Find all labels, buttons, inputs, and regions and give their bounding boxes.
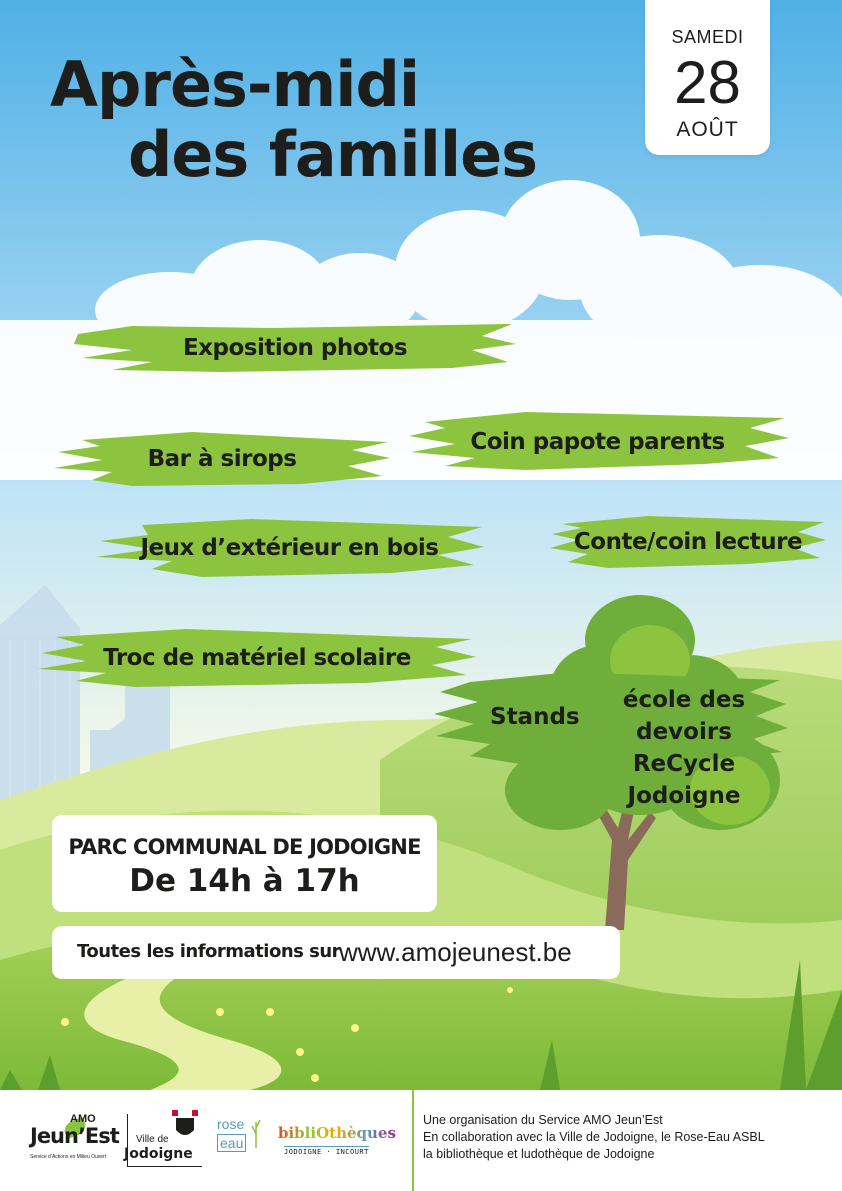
rose-logo-line2: eau	[217, 1134, 246, 1152]
amo-logo-sub: Service d’Actions en Milieu Ouvert	[30, 1154, 107, 1160]
date-day-name: SAMEDI	[671, 27, 744, 47]
footer-credits	[423, 1112, 765, 1163]
event-title-line1: Après-midi	[50, 48, 420, 121]
website-link[interactable]: www.amojeunest.be	[339, 937, 572, 967]
footer-credit-line: En collaboration avec la Ville de Jodoigne, le Rose-Eau ASBL	[423, 1130, 765, 1144]
stands-item: ReCycle Jodoigne	[627, 751, 741, 809]
activity-label: Bar à sirops	[147, 446, 297, 472]
activity-label: Coin papote parents	[470, 429, 725, 455]
activity-brush-troc	[36, 625, 478, 691]
amo-logo-top: AMO	[70, 1113, 96, 1125]
activity-label: Conte/coin lecture	[573, 529, 803, 555]
ville-logo-line2: Jodoigne	[124, 1146, 193, 1162]
rose-eau-logo	[215, 1114, 265, 1164]
info-label: Toutes les informations sur	[77, 941, 341, 962]
bibliotheques-logo	[278, 1124, 396, 1158]
activity-label: Jeux d’extérieur en bois	[140, 535, 439, 561]
venue-card	[52, 815, 437, 912]
rose-logo-line1: rose	[217, 1116, 245, 1132]
activity-brush-jeux	[92, 515, 487, 581]
date-card	[645, 0, 770, 155]
footer-credit-line: Une organisation du Service AMO Jeun’Est	[423, 1113, 663, 1127]
biblio-logo-main	[278, 1124, 396, 1142]
info-card	[52, 926, 620, 979]
amo-jeunest-logo	[28, 1110, 118, 1170]
ville-jodoigne-logo	[122, 1104, 204, 1172]
activity-brush-conte	[548, 512, 828, 572]
event-title	[50, 50, 537, 190]
activity-brush-exposition	[72, 318, 518, 378]
stands-list	[578, 684, 790, 812]
amo-logo-main: Jeun’Est	[30, 1124, 119, 1148]
stands-item: école des devoirs	[622, 687, 746, 745]
activity-brush-bar-sirops	[52, 428, 392, 490]
stands-brush	[430, 668, 790, 809]
lion-crest-icon	[170, 1110, 200, 1140]
date-day-number: 28	[674, 49, 741, 116]
activity-brush-coin-papote	[405, 408, 790, 476]
biblio-logo-text: bibliOthèques	[278, 1124, 396, 1142]
venue-hours: De 14h à 17h	[129, 863, 360, 899]
biblio-logo-sub: JODOIGNE · INCOURT	[284, 1148, 369, 1156]
activity-label: Troc de matériel scolaire	[103, 645, 411, 671]
date-month: AOÛT	[676, 118, 739, 141]
reed-icon	[251, 1118, 261, 1148]
event-title-line2: des familles	[128, 118, 538, 191]
footer-divider	[412, 1090, 414, 1191]
footer-credit-line: la bibliothèque et ludothèque de Jodoigne	[423, 1147, 655, 1161]
venue-name: PARC COMMUNAL DE JODOIGNE	[68, 835, 421, 859]
stands-label: Stands	[490, 704, 580, 730]
ville-logo-line1: Ville de	[136, 1134, 169, 1145]
footer	[0, 1090, 842, 1191]
activity-label: Exposition photos	[182, 335, 408, 361]
